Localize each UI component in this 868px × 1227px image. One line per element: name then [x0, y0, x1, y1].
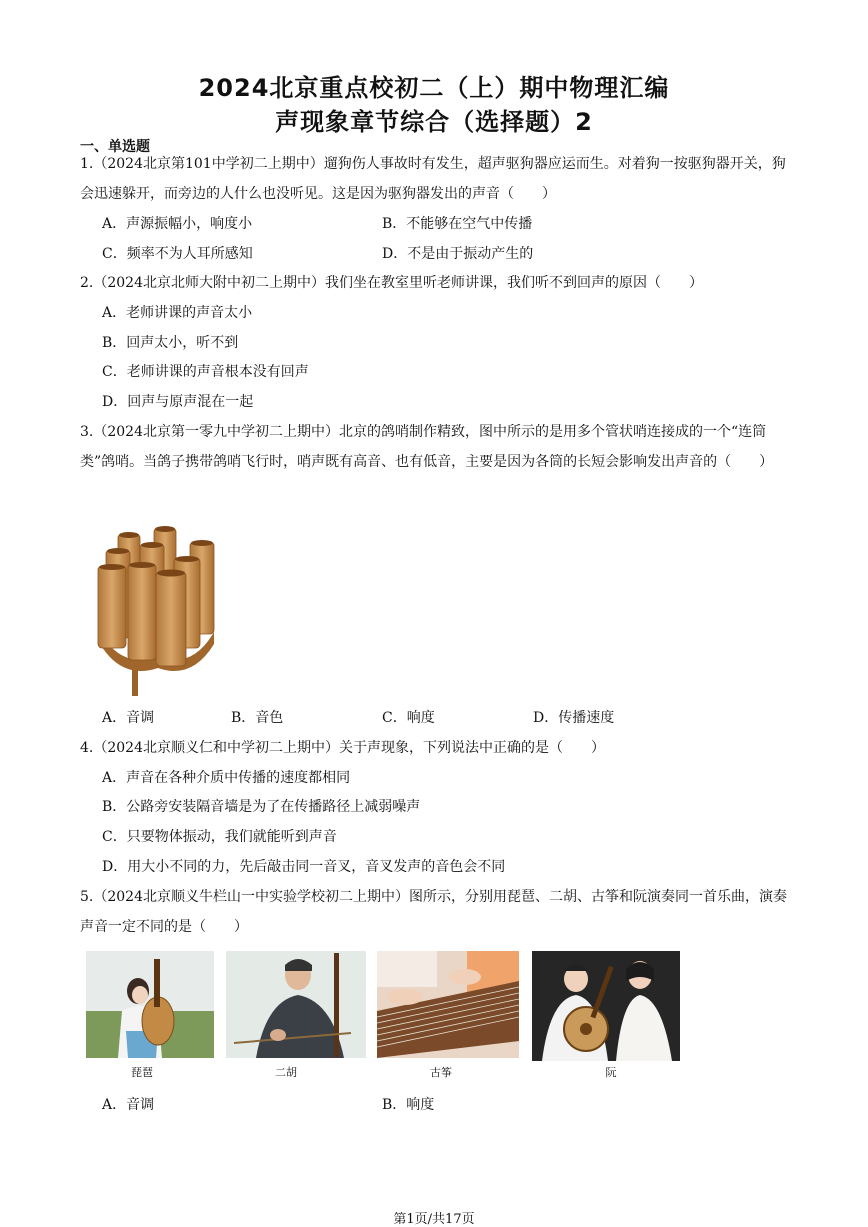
q2-option-a: A．老师讲课的声音太小 — [102, 305, 253, 321]
question-4-stem: 4.（2024北京顺义仁和中学初二上期中）关于声现象，下列说法中正确的是（ ） — [80, 740, 605, 756]
q3-option-c: C．响度 — [382, 710, 435, 726]
page-title: 2024北京重点校初二（上）期中物理汇编 — [198, 74, 670, 102]
question-5-stem: 5.（2024北京顺义牛栏山一中实验学校初二上期中）图所示，分别用琵琶、二胡、古筝和阮演奏同一首乐曲，演奏声音一定不同的是（ ） — [80, 889, 787, 935]
guzheng-photo — [377, 951, 519, 1058]
q1-option-a: A．声源振幅小，响度小 — [102, 216, 253, 232]
q1-option-d: D．不是由于振动产生的 — [382, 246, 534, 262]
q1-option-b: B．不能够在空气中传播 — [382, 216, 533, 232]
question-3-stem: 3.（2024北京第一零九中学初二上期中）北京的鸽哨制作精致，图中所示的是用多个管状哨连接成的一个“连筒类”鸽哨。当鸽子携带鸽哨飞行时，哨声既有高音、也有低音，主要是因为各筒的长短会影响发出声音的（ ） — [80, 424, 774, 470]
q4-option-d: D．用大小不同的力，先后敲击同一音叉，音叉发声的音色会不同 — [102, 859, 506, 875]
caption-erhu: 二胡 — [275, 1066, 297, 1079]
q1-option-c: C．频率不为人耳所感知 — [102, 246, 253, 262]
caption-ruan: 阮 — [605, 1066, 617, 1079]
q3-option-b: B．音色 — [231, 710, 284, 726]
erhu-photo — [226, 951, 366, 1058]
q2-option-b: B．回声太小，听不到 — [102, 335, 239, 351]
page-number: 第1页/共17页 — [393, 1212, 475, 1227]
q4-option-c: C．只要物体振动，我们就能听到声音 — [102, 829, 337, 845]
pigeon-whistle-image — [92, 520, 224, 698]
q2-option-d: D．回声与原声混在一起 — [102, 394, 254, 410]
q5-option-a: A．音调 — [102, 1097, 155, 1113]
q5-option-b: B．响度 — [382, 1097, 435, 1113]
q3-option-d: D．传播速度 — [533, 710, 615, 726]
question-1-stem: 1.（2024北京第101中学初二上期中）遛狗伤人事故时有发生，超声驱狗器应运而生。对着狗一按驱狗器开关，狗会迅速躲开，而旁边的人什么也没听见。这是因为驱狗器发出的声音（ ） — [80, 156, 786, 202]
q2-option-c: C．老师讲课的声音根本没有回声 — [102, 364, 309, 380]
page-subtitle: 声现象章节综合（选择题）2 — [275, 108, 593, 136]
question-2-stem: 2.（2024北京北师大附中初二上期中）我们坐在教室里听老师讲课，我们听不到回声的原因（ ） — [80, 275, 703, 291]
q3-option-a: A．音调 — [102, 710, 155, 726]
q4-option-a: A．声音在各种介质中传播的速度都相同 — [102, 770, 351, 786]
q4-option-b: B．公路旁安装隔音墙是为了在传播路径上减弱噪声 — [102, 799, 421, 815]
caption-pipa: 琵琶 — [131, 1066, 153, 1079]
section-heading: 一、单选题 — [80, 139, 150, 155]
pipa-photo — [86, 951, 214, 1058]
ruan-photo — [532, 951, 680, 1061]
caption-guzheng: 古筝 — [430, 1066, 452, 1079]
